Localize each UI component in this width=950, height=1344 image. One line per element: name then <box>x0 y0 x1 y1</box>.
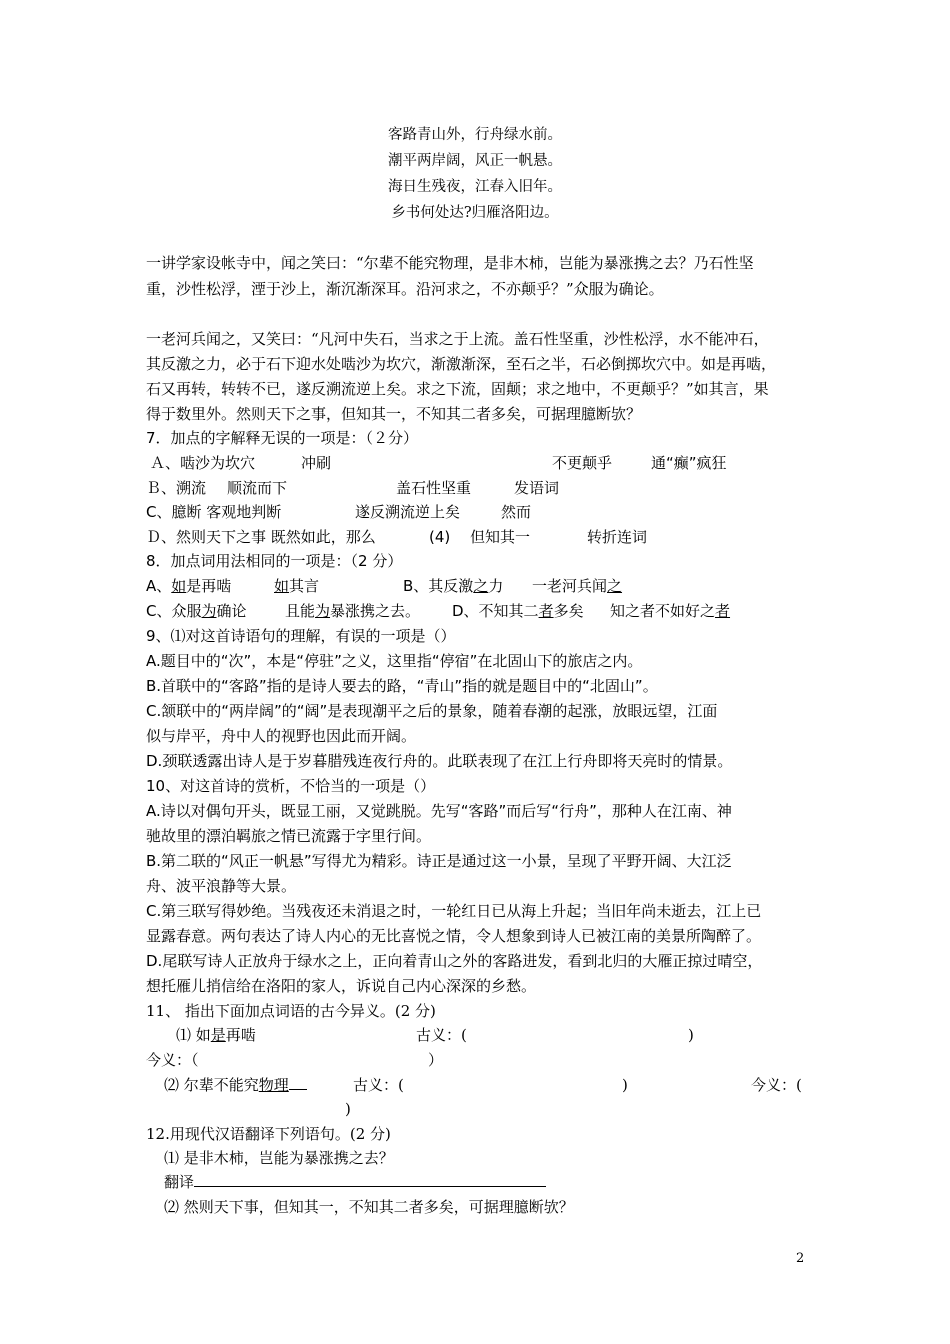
q8-option-d-second <box>610 601 730 621</box>
q10-option-d-cont: 想托雁儿捎信给在洛阳的家人，诉说自己内心深深的乡愁。 <box>146 977 537 995</box>
q8-option-a <box>146 576 231 596</box>
q8-option-a-second <box>274 576 319 596</box>
q7-option-a-text: 通“癫”疯狂 <box>651 454 727 472</box>
q7-option-d-text: 转折连词 <box>587 528 648 546</box>
q7-option-d: Ｄ、然则天下之事 既然如此，那么 <box>146 528 376 546</box>
q11-text: ⑴ 如 <box>176 1026 211 1044</box>
dotted-word: 物理 <box>258 1076 289 1094</box>
q11-item-1 <box>176 1025 256 1045</box>
passage-line: 得于数里外。然则天下之事，但知其一，不知其二者多矣，可据理臆断欤？ <box>146 405 642 423</box>
dotted-word: 之 <box>473 577 489 595</box>
dotted-word: 如 <box>171 577 187 595</box>
q7-option-b-text: 顺流而下 <box>227 479 288 497</box>
q8-option-b <box>403 576 503 596</box>
question-11-stem: 11、 指出下面加点词语的古今异义。(2 分) <box>146 1002 436 1020</box>
dotted-word: 者 <box>538 602 554 620</box>
q10-option-c: C.第三联写得妙绝。当残夜还未消退之时，一轮红日已从海上升起；当旧年尚未逝去，江上已 <box>146 902 762 920</box>
q8-text: 多矣 <box>553 602 584 620</box>
q11-text: 再啮 <box>225 1026 256 1044</box>
q11-modern-meaning-2: 今义：( <box>751 1076 802 1094</box>
q8-text: 知之者不如好之 <box>610 602 716 620</box>
q11-bracket: ) <box>622 1076 628 1094</box>
q9-option-a: A.题目中的“次”，本是“停驻”之义，这里指“停宿”在北固山下的旅店之内。 <box>146 652 643 670</box>
q8-option-a-label: A、 <box>146 577 172 595</box>
q7-option-b: Ｂ、溯流 <box>146 479 207 497</box>
dotted-word: 为 <box>315 602 331 620</box>
q11-ancient-meaning-2: 古义：( <box>353 1076 404 1094</box>
dotted-word: 如 <box>274 577 290 595</box>
q7-option-c-text: 然而 <box>501 503 532 521</box>
answer-blank[interactable] <box>194 1172 546 1187</box>
q7-option-d-text: (4) <box>429 528 451 546</box>
q9-option-c: C.颔联中的“两岸阔”的“阔”是表现潮平之后的景象，随着春潮的起涨，放眼远望，江面 <box>146 702 718 720</box>
q8-option-c <box>146 601 247 621</box>
poem-line: 潮平两岸阔，风正一帆悬。 <box>388 153 562 169</box>
q8-text: 确论 <box>216 602 247 620</box>
q8-option-b-second <box>532 576 622 596</box>
q7-option-b-text: 发语词 <box>514 479 560 497</box>
dotted-word: 是 <box>210 1026 226 1044</box>
q10-option-b-cont: 舟、波平浪静等大景。 <box>146 877 297 895</box>
q10-option-a-cont: 驰故里的漂泊羁旅之情已流露于字里行间。 <box>146 827 432 845</box>
q10-option-d: D.尾联写诗人正放舟于绿水之上，正向着青山之外的客路进发，看到北归的大雁正掠过晴空， <box>146 952 763 970</box>
q8-text: 是再啮 <box>186 577 232 595</box>
q8-option-d <box>452 601 584 621</box>
passage-line: 重，沙性松浮，湮于沙上，渐沉渐深耳。沿河求之，不亦颠乎？”众服为确论。 <box>146 280 664 298</box>
passage-line: 一讲学家设帐寺中，闻之笑曰：“尔辈不能究物理，是非木柿，岂能为暴涨携之去？乃石性坚 <box>146 254 754 272</box>
q10-option-a: A.诗以对偶句开头，既显工丽，又觉跳脱。先写“客路”而后写“行舟”，那种人在江南、神 <box>146 802 732 820</box>
q8-text: 且能 <box>285 602 316 620</box>
q11-item-2 <box>164 1075 307 1095</box>
q8-text: B、其反激 <box>403 577 474 595</box>
poem-line: 乡书何处达?归雁洛阳边。 <box>391 205 559 221</box>
q12-translate-label: 翻译 <box>164 1173 195 1191</box>
q7-option-c: C、臆断 客观地判断 <box>146 503 282 521</box>
q8-text: 其言 <box>289 577 320 595</box>
q11-modern-meaning-1: 今义：（ <box>146 1051 199 1069</box>
q10-option-c-cont: 显露春意。两句表达了诗人内心的无比喜悦之情，令人想象到诗人已被江南的美景所陶醉了。 <box>146 927 762 945</box>
q12-item-2: ⑵ 然则天下事，但知其一，不知其二者多矣，可据理臆断欤？ <box>164 1198 574 1216</box>
q7-option-d-text: 但知其一 <box>470 528 531 546</box>
question-7-stem: 7．加点的字解释无误的一项是：（２分） <box>146 429 419 447</box>
q11-bracket: ) <box>345 1100 351 1118</box>
q10-option-b: B.第二联的“风正一帆悬”写得尤为精彩。诗正是通过这一小景，呈现了平野开阔、大江泛 <box>146 852 732 870</box>
passage-line: 其反激之力，必于石下迎水处啮沙为坎穴，渐激渐深，至石之半，石必倒掷坎穴中。如是再啮， <box>146 355 777 373</box>
question-9-stem: 9、⑴对这首诗语句的理解，有误的一项是（） <box>146 627 456 645</box>
q8-option-c-second <box>285 601 420 621</box>
q7-option-a-text: 不更颠乎 <box>552 454 613 472</box>
page-number: 2 <box>796 1251 805 1266</box>
q9-option-d: D.颈联透露出诗人是于岁暮腊残连夜行舟的。此联表现了在江上行舟即将天亮时的情景。 <box>146 752 733 770</box>
passage-line: 一老河兵闻之，又笑曰：“凡河中失石，当求之于上流。盖石性坚重，沙性松浮，水不能冲石， <box>146 330 769 348</box>
q8-text: C、众服 <box>146 602 202 620</box>
q8-text: 暴涨携之去。 <box>330 602 421 620</box>
q9-option-b: B.首联中的“客路”指的是诗人要去的路，“青山”指的就是题目中的“北固山”。 <box>146 677 658 695</box>
q7-option-a: Ａ、啮沙为坎穴 <box>150 454 256 472</box>
question-10-stem: 10、对这首诗的赏析，不恰当的一项是（） <box>146 777 436 795</box>
q8-text: 一老河兵闻 <box>532 577 608 595</box>
poem-line: 海日生残夜，江春入旧年。 <box>388 179 562 195</box>
q12-translation-line[interactable] <box>164 1172 546 1192</box>
q11-bracket: ） <box>428 1051 444 1069</box>
question-8-stem: 8．加点词用法相同的一项是：（2 分） <box>146 552 403 570</box>
q9-option-c-cont: 似与岸平，舟中人的视野也因此而开阔。 <box>146 727 417 745</box>
passage-line: 石又再转，转转不已，遂反溯流逆上矣。求之下流，固颠；求之地中，不更颠乎？”如其言，果 <box>146 380 769 398</box>
dotted-word: 者 <box>715 602 731 620</box>
q8-text: 力 <box>488 577 504 595</box>
q12-item-1: ⑴ 是非木柿，岂能为暴涨携之去？ <box>164 1149 394 1167</box>
q7-option-a-text: 冲刷 <box>301 454 332 472</box>
q8-text: D、不知其二 <box>452 602 539 620</box>
q11-bracket: ) <box>688 1026 694 1044</box>
question-12-stem: 12.用现代汉语翻译下列语句。(2 分) <box>146 1125 391 1143</box>
dotted-word: 为 <box>201 602 217 620</box>
q11-ancient-meaning-1: 古义：( <box>416 1026 467 1044</box>
poem-line: 客路青山外，行舟绿水前。 <box>388 127 562 143</box>
underline-blank <box>289 1075 307 1090</box>
q11-text: ⑵ 尔辈不能究 <box>164 1076 259 1094</box>
q7-option-c-text: 遂反溯流逆上矣 <box>355 503 461 521</box>
dotted-word: 之 <box>607 577 623 595</box>
q7-option-b-text: 盖石性坚重 <box>396 479 472 497</box>
